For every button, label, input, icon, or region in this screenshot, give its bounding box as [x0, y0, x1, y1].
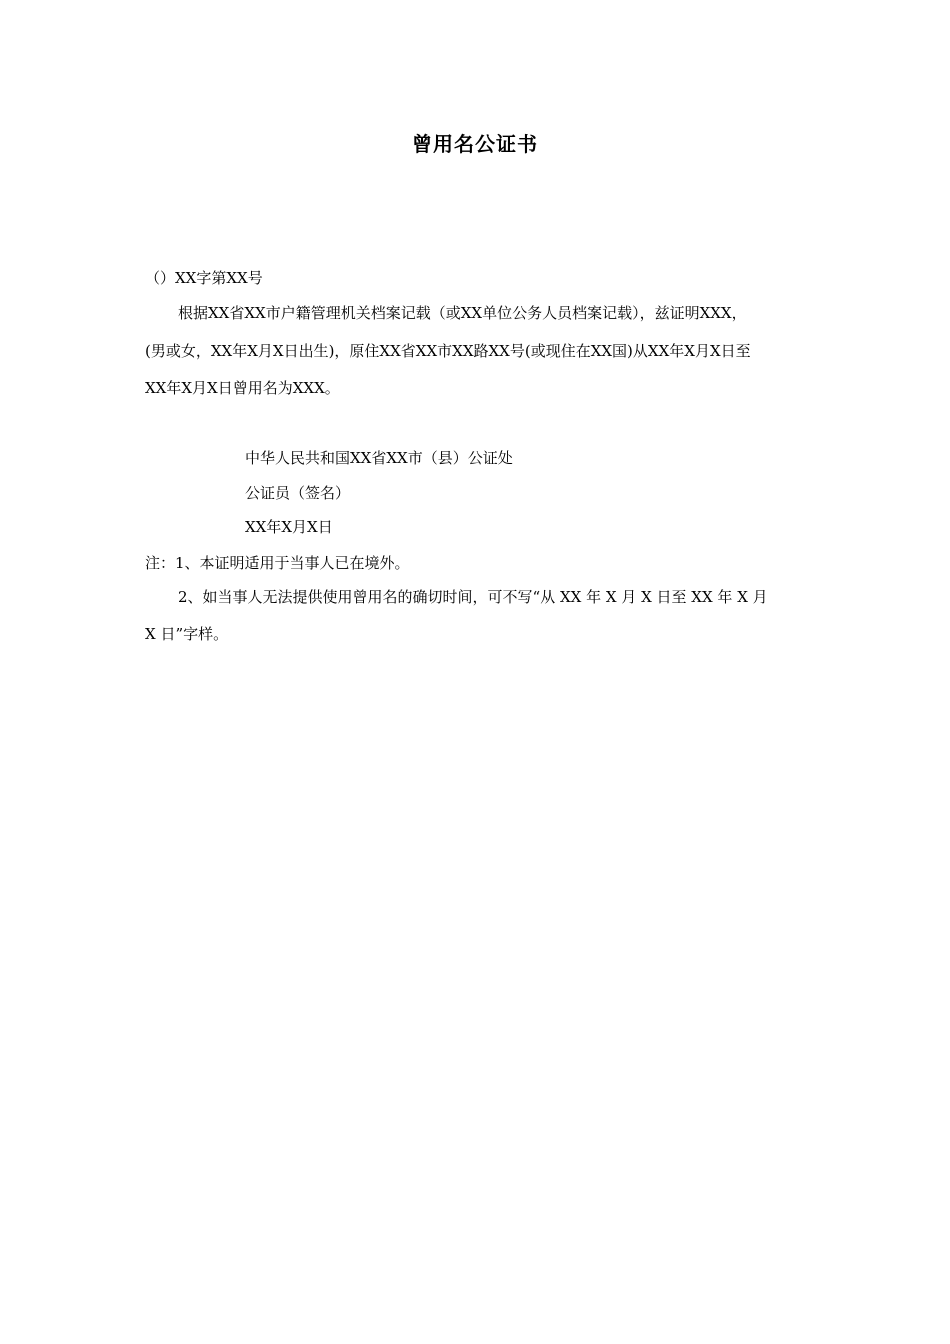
note-line-2: 2、如当事人无法提供使用曾用名的确切时间，可不写“从 XX 年 X 月 X 日至 XX 年 X 月: [178, 588, 768, 606]
document-title: 曾用名公证书: [412, 132, 538, 156]
issue-date: XX年X月X日: [245, 518, 333, 536]
note-line-1: 注：1、本证明适用于当事人已在境外。: [145, 554, 410, 572]
document-number: （）XX字第XX号: [145, 269, 263, 287]
notary-signature: 公证员（签名）: [245, 484, 351, 502]
body-paragraph-line-2: (男或女，XX年X月X日出生)，原住XX省XX市XX路XX号(或现住在XX国)从XX年X月X日至: [145, 342, 751, 360]
body-paragraph-line-1: 根据XX省XX市户籍管理机关档案记载（或XX单位公务人员档案记载），兹证明XXX，: [178, 304, 747, 322]
note-line-3: X 日”字样。: [145, 625, 229, 643]
body-paragraph-line-3: XX年X月X日曾用名为XXX。: [145, 379, 340, 397]
notary-office: 中华人民共和国XX省XX市（县）公证处: [245, 449, 513, 467]
